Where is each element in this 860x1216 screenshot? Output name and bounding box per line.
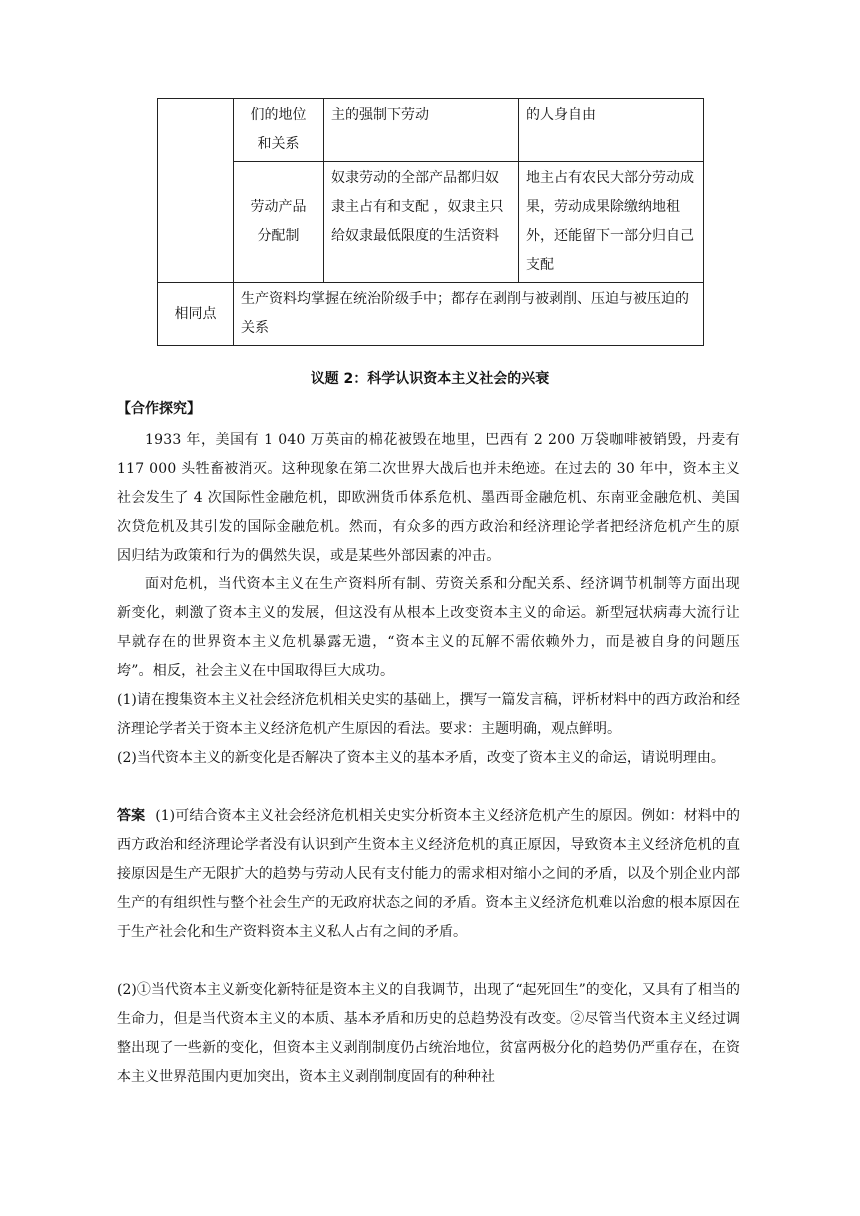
answer-label: 答案	[117, 808, 146, 824]
answer-1	[117, 802, 740, 947]
answer-1-text: (1)可结合资本主义社会经济危机相关史实分析资本主义经济危机产生的原因。例如：材料中的西方政治和经济理论学者没有认识到产生资本主义经济危机的真正原因，导致资本主义经济危机的直接原因是生产无限扩大的趋势与劳动人民有支付能力的需求相对缩小之间的矛盾，以及个别企业内部生产的有组织性与整个社会生产的无政府状态之间的矛盾。资本主义经济危机难以治愈的根本原因在于生产社会化和生产资料资本主义私人占有之间的矛盾。	[117, 808, 740, 940]
table-cell-common-text: 生产资料均掌握在统治阶级手中；都存在剥削与被剥削、压迫与被压迫的关系	[234, 283, 704, 346]
question-1: (1)请在搜集资本主义社会经济危机相关史实的基础上，撰写一篇发言稿，评析材料中的西方政治和经济理论学者关于资本主义经济危机产生原因的看法。要求：主题明确，观点鲜明。	[117, 692, 740, 737]
section-tag: 【合作探究】	[117, 401, 201, 417]
section-heading: 议题 2：科学认识资本主义社会的兴衰	[310, 371, 550, 387]
table-cell-aspect	[234, 99, 324, 162]
cell-text: 们的地位和关系	[250, 107, 307, 152]
table-cell-aspect	[234, 162, 324, 283]
table-cell-common-label: 相同点	[158, 283, 234, 346]
table-row	[158, 99, 704, 162]
material-paragraph-1: 1933 年，美国有 1 040 万英亩的棉花被毁在地里，巴西有 2 200 万袋咖啡被销毁，丹麦有 117 000 头牲畜被消灭。这种现象在第二次世界大战后也并未绝迹。在过去的 30 年中，资本主义社会发生了 4 次国际性金融危机，即欧洲货币体系危机、墨西哥金融危机、东南亚金融危机、美国次贷危机及其引发的国际金融危机。然而，有众多的西方政治和经济理论学者把经济危机产生的原因归结为政策和行为的偶然失误，或是某些外部因素的冲击。	[117, 432, 740, 564]
table-cell-slavery: 奴隶劳动的全部产品都归奴隶主占有和支配 ，奴隶主只给奴隶最低限度的生活资料	[324, 162, 519, 283]
table-cell-feudal: 地主占有农民大部分劳动成果，劳动成果除缴纳地租外，还能留下一部分归自己支配	[519, 162, 704, 283]
table-cell-feudal: 的人身自由	[519, 99, 704, 162]
table-cell-empty	[158, 99, 234, 283]
question-2: (2)当代资本主义的新变化是否解决了资本主义的基本矛盾，改变了资本主义的命运，请说明理由。	[117, 750, 725, 766]
answer-2: (2)①当代资本主义新变化新特征是资本主义的自我调节，出现了“起死回生”的变化，又具有了相当的生命力，但是当代资本主义的本质、基本矛盾和历史的总趋势没有改变。②尽管当代资本主义经过调整出现了一些新的变化，但资本主义剥削制度仍占统治地位，贫富两极分化的趋势仍严重存在，在资本主义世界范围内更加突出，资本主义剥削制度固有的种种社	[117, 982, 740, 1085]
table-row	[158, 283, 704, 346]
comparison-table	[157, 98, 704, 346]
cell-text: 劳动产品分配制	[250, 199, 307, 244]
material-paragraph-2: 面对危机，当代资本主义在生产资料所有制、劳资关系和分配关系、经济调节机制等方面出现新变化，刺激了资本主义的发展，但这没有从根本上改变资本主义的命运。新型冠状病毒大流行让早就存在的世界资本主义危机暴露无遗，“资本主义的瓦解不需依赖外力，而是被自身的问题压垮”。相反，社会主义在中国取得巨大成功。	[117, 576, 740, 679]
table-cell-slavery: 主的强制下劳动	[324, 99, 519, 162]
table-row	[158, 162, 704, 283]
